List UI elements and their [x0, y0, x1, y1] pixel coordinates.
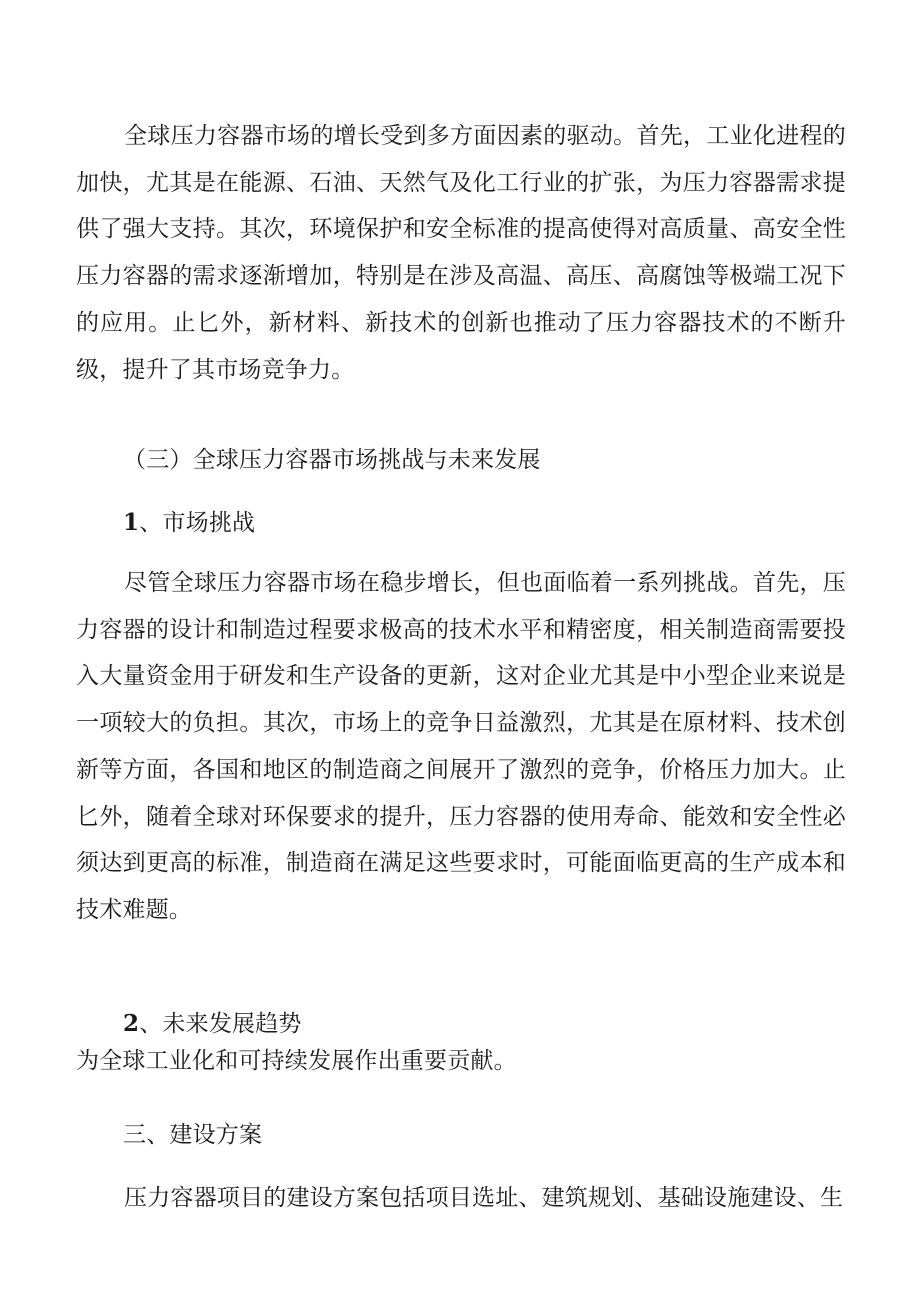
paragraph-future-trends: 为全球工业化和可持续发展作出重要贡献。 [76, 1048, 517, 1074]
subheading-number: 1 [123, 509, 140, 536]
paragraph-market-challenges: 尽管全球压力容器市场在稳步增长，但也面临着一系列挑战。首先，压力容器的设计和制造过程要求极高的技术水平和精密度，相关制造商需要投入大量资金用于研发和生产设备的更新，这对企业尤其是中小型企业来说是一项较大的负担。其次，市场上的竞争日益激烈，尤其是在原材料、技术创新等方面，各国和地区的制造商之间展开了激烈的竞争，价格压力加大。止匕外，随着全球对环保要求的提升，压力容器的使用寿命、能效和安全性必须达到更高的标准，制造商在满足这些要求时，可能面临更高的生产成本和技术难题。 [76, 570, 846, 923]
section-heading-construction-plan: 三、建设方案 [123, 1122, 263, 1148]
subheading-label: 、市场挑战 [139, 510, 256, 536]
subheading-market-challenges [123, 508, 255, 538]
paragraph-construction-plan: 压力容器项目的建设方案包括项目选址、建筑规划、基础设施建设、生 [124, 1185, 844, 1211]
section-heading-challenges-future: （三）全球压力容器市场挑战与未来发展 [123, 447, 541, 473]
subheading-number: 2 [123, 1010, 140, 1037]
paragraph-market-drivers: 全球压力容器市场的增长受到多方面因素的驱动。首先，工业化进程的加快，尤其是在能源、石油、天然气及化工行业的扩张，为压力容器需求提供了强大支持。其次，环境保护和安全标准的提高使得对高质量、高安全性压力容器的需求逐渐增加，特别是在涉及高温、高压、高腐蚀等极端工况下的应用。止匕外，新材料、新技术的创新也推动了压力容器技术的不断升级，提升了其市场竞争力。 [76, 123, 846, 383]
subheading-label: 、未来发展趋势 [139, 1011, 302, 1037]
subheading-future-trends [123, 1009, 302, 1039]
